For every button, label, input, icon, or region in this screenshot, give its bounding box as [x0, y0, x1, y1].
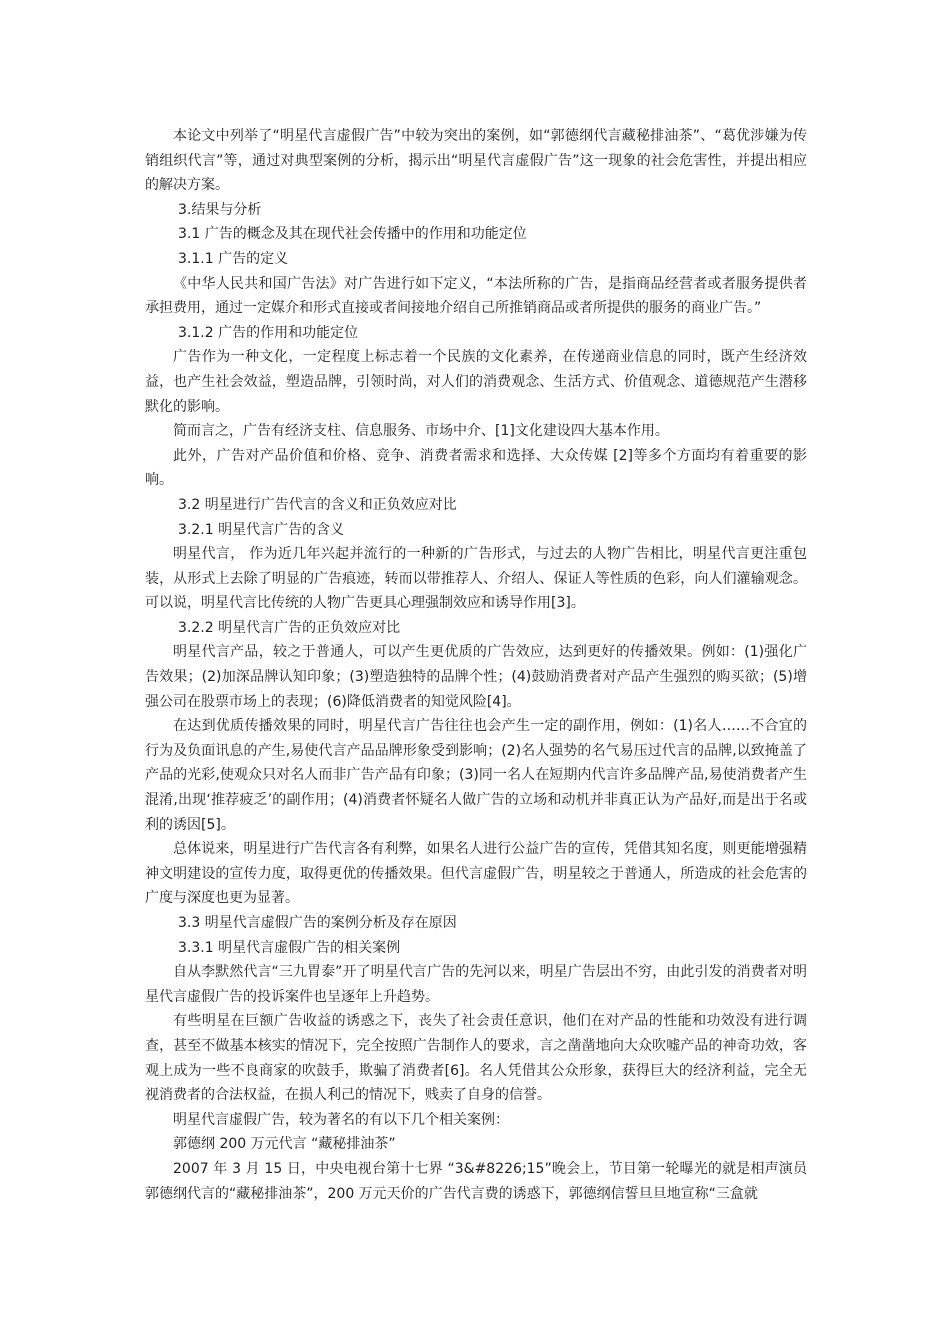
section-heading-3-1-2: 3.1.2 广告的作用和功能定位 [178, 324, 359, 341]
paragraph-ad-influence: 此外，广告对产品价值和价格、竞争、消费者需求和选择、大众传媒 [2]等多个方面均有着重要的影响。 [145, 447, 807, 489]
paragraph-history: 自从李默然代言“三九胃泰”开了明星代言广告的先河以来，明星广告层出不穷，由此引发的消费者对明星代言虚假广告的投诉案件也呈逐年上升趋势。 [145, 964, 807, 1005]
section-heading-3-3: 3.3 明星代言虚假广告的案例分析及存在原因 [178, 915, 457, 931]
section-heading-3-3-1: 3.3.1 明星代言虚假广告的相关案例 [178, 939, 401, 956]
intro-paragraph: 本论文中列举了“明星代言虚假广告”中较为突出的案例，如“郭德纲代言藏秘排油茶”、“葛优涉嫌为传销组织代言”等，通过对典型案例的分析，揭示出“明星代言虚假广告”这一现象的社会危害性，并提出相应的解决方案。 [145, 128, 807, 194]
section-heading-3: 3.结果与分析 [178, 201, 262, 218]
document-body [145, 124, 807, 1206]
section-heading-3-2: 3.2 明星进行广告代言的含义和正负效应对比 [178, 496, 457, 513]
paragraph-ad-culture: 广告作为一种文化，一定程度上标志着一个民族的文化素养，在传递商业信息的同时，既产生经济效益，也产生社会效益，塑造品牌，引领时尚，对人们的消费观念、生活方式、价值观念、道德规范产生潜移默化的影响。 [145, 349, 807, 415]
section-heading-3-2-2: 3.2.2 明星代言广告的正负效应对比 [178, 619, 401, 636]
case-title: 郭德纲 200 万元代言 “藏秘排油茶” [173, 1136, 396, 1153]
paragraph-case-intro: 明星代言虚假广告，较为著名的有以下几个相关案例： [173, 1111, 509, 1128]
section-heading-3-2-1: 3.2.1 明星代言广告的含义 [178, 521, 345, 538]
section-heading-3-1-1: 3.1.1 广告的定义 [178, 250, 289, 267]
paragraph-case-detail: 2007 年 3 月 15 日，中央电视台第十七界 “3&#8226;15”晚会上，节目第一轮曝光的就是相声演员郭德纲代言的“藏秘排油茶”，200 万元天价的广告代言费的诱惑下，郭德纲信誓旦旦地宣称“三盒就 [145, 1160, 807, 1202]
paragraph-summary: 总体说来，明星进行广告代言各有利弊，如果名人进行公益广告的宣传，凭借其知名度，则更能增强精神文明建设的宣传力度，取得更优的传播效果。但代言虚假广告，明星较之于普通人，所造成的社会危害的广度与深度也更为显著。 [145, 841, 807, 907]
paragraph-negative-effects: 在达到优质传播效果的同时，明星代言广告往往也会产生一定的副作用，例如：(1)名人……不合宜的行为及负面讯息的产生,易使代言产品品牌形象受到影响；(2)名人强势的名气易压过代言的品牌,以致掩盖了产品的光彩,使观众只对名人而非广告产品有印象；(3)同一名人在短期内代言许多品牌产品,易使消费者产生混淆,出现‘推荐疲乏’的副作用；(4)消费者怀疑名人做广告的立场和动机并非真正认为产品好,而是出于名或利的诱因[5]。 [145, 718, 807, 833]
paragraph-positive-effects: 明星代言产品，较之于普通人，可以产生更优质的广告效应，达到更好的传播效果。例如：(1)强化广告效果；(2)加深品牌认知印象；(3)塑造独特的品牌个性；(4)鼓励消费者对产品产生强烈的购买欲；(5)增强公司在股票市场上的表现；(6)降低消费者的知觉风险[4]。 [145, 644, 807, 710]
section-heading-3-1: 3.1 广告的概念及其在现代社会传播中的作用和功能定位 [178, 226, 527, 243]
paragraph-ad-law-definition: 《中华人民共和国广告法》对广告进行如下定义，“本法所称的广告，是指商品经营者或者服务提供者承担费用，通过一定媒介和形式直接或者间接地介绍自己所推销商品或者所提供的服务的商业广告。” [145, 275, 807, 317]
paragraph-celebrity-responsibility: 有些明星在巨额广告收益的诱惑之下，丧失了社会责任意识，他们在对产品的性能和功效没有进行调查，甚至不做基本核实的情况下，完全按照广告制作人的要求，言之凿凿地向大众吹嘘产品的神奇功效，客观上成为一些不良商家的吹鼓手，欺骗了消费者[6]。名人凭借其公众形象，获得巨大的经济利益，完全无视消费者的合法权益，在损人利己的情况下，贱卖了自身的信誉。 [145, 1013, 807, 1104]
paragraph-ad-functions: 简而言之，广告有经济支柱、信息服务、市场中介、[1]文化建设四大基本作用。 [173, 423, 669, 440]
paragraph-celebrity-endorsement-meaning: 明星代言， 作为近几年兴起并流行的一种新的广告形式，与过去的人物广告相比，明星代言更注重包装，从形式上去除了明显的广告痕迹，转而以带推荐人、介绍人、保证人等性质的色彩，向人们灌输观念。可以说，明星代言比传统的人物广告更具心理强制效应和诱导作用[3]。 [145, 546, 807, 612]
